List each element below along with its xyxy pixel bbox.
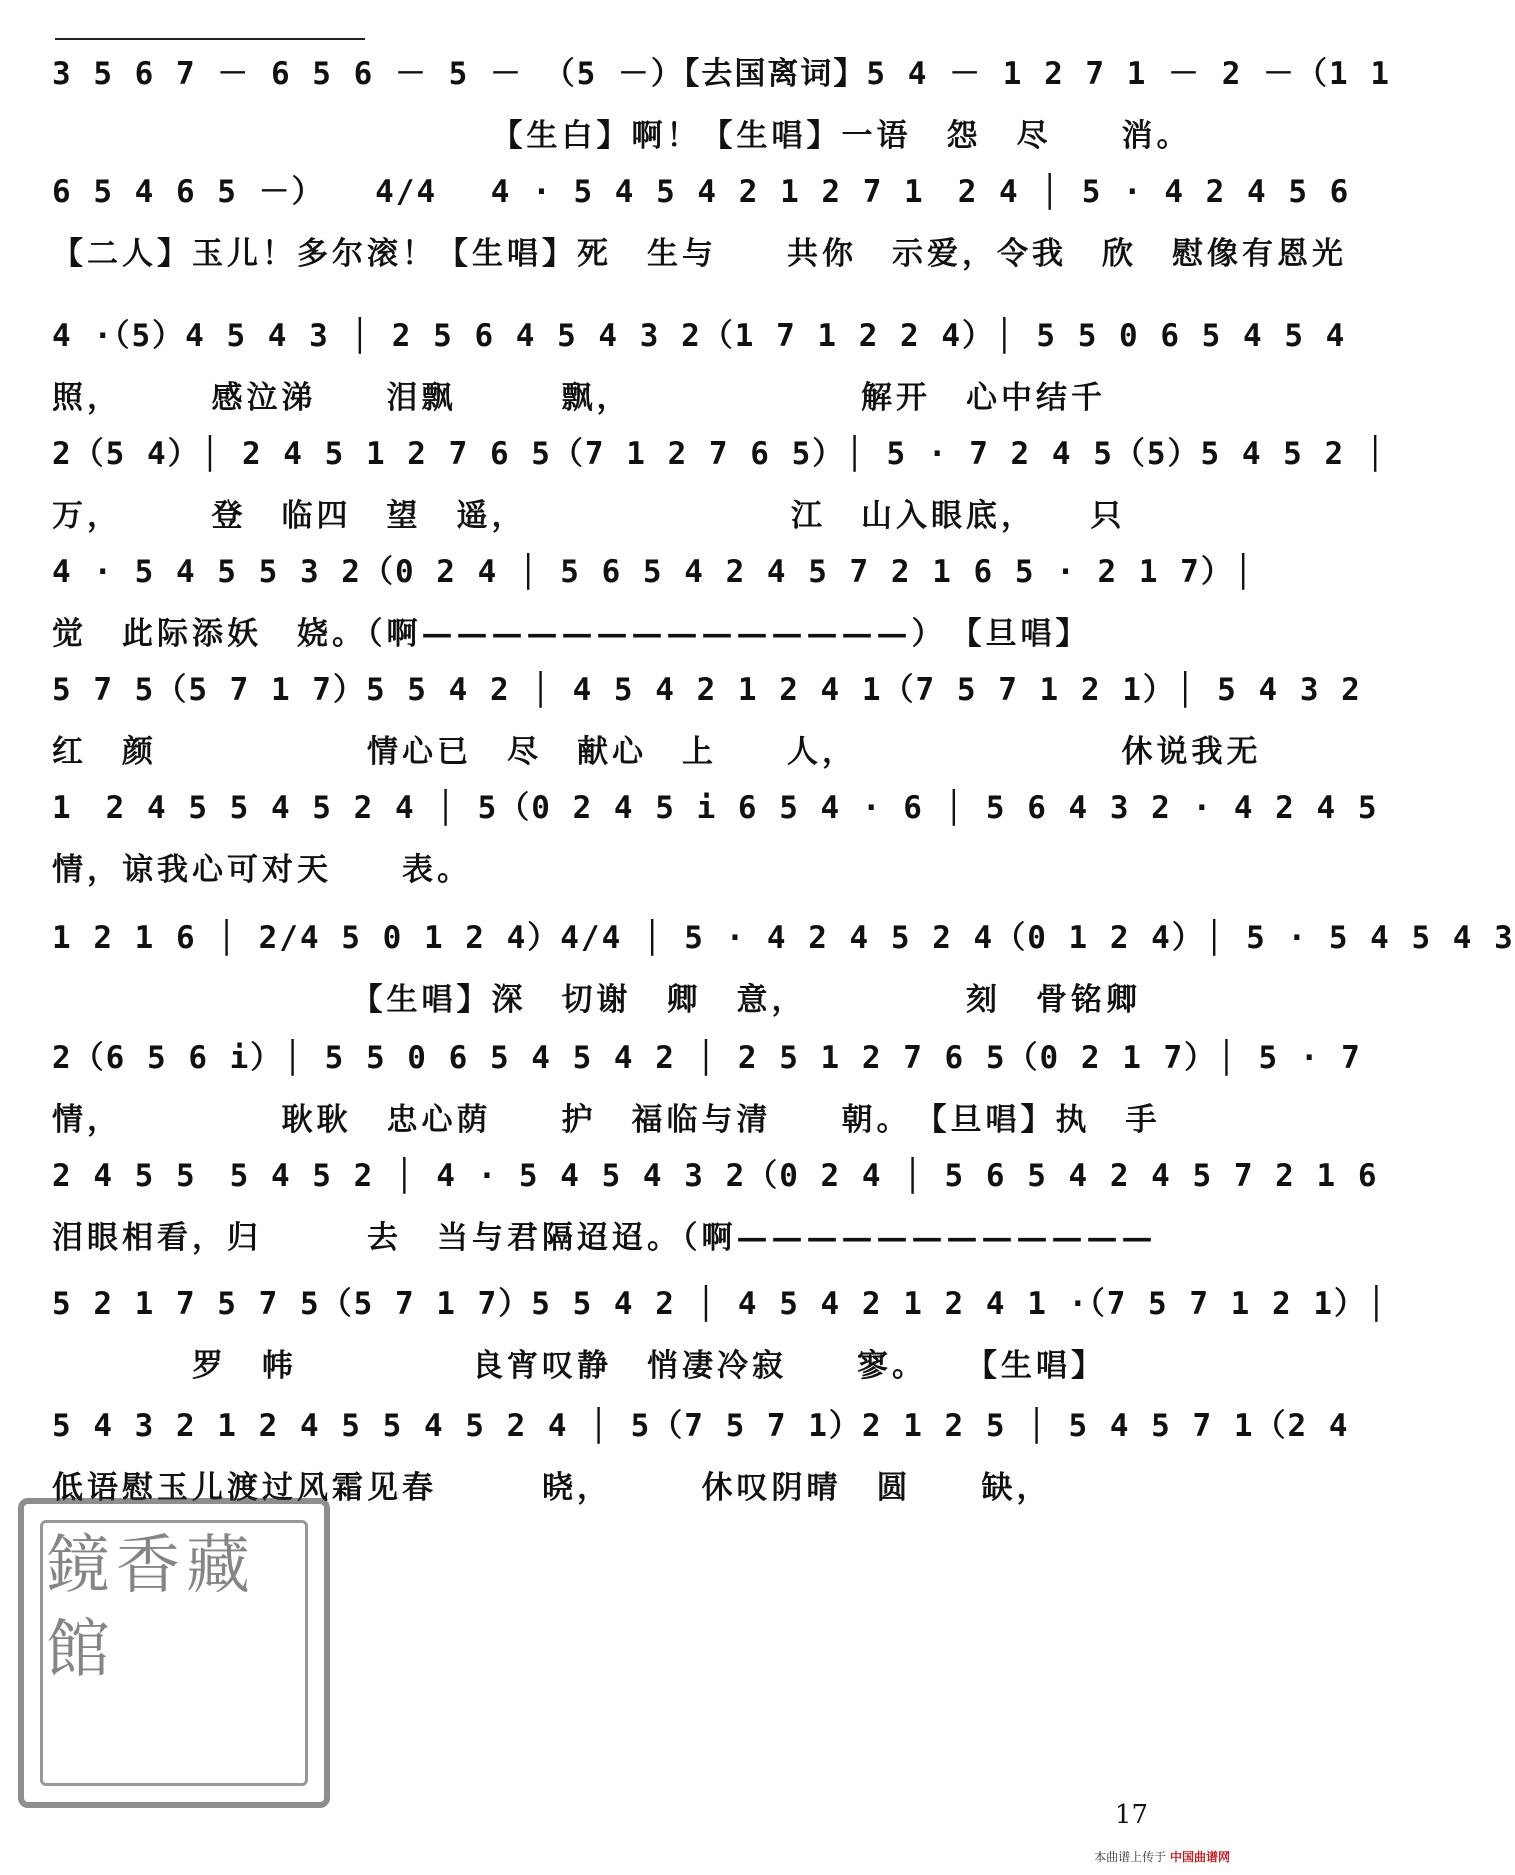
notation-line: 5 7 5（5 7 1 7）5 5 4 2 │ 4 5 4 2 1 2 4 1（7 5 7 1 2 1）│ 5 4 3 2	[52, 672, 1362, 708]
notation-line: 6 5 4 6 5 －） 4/4 4 · 5 4 5 4 2 1 2 7 1 2 4 │ 5 · 4 2 4 5 6	[52, 174, 1351, 210]
notation-line: 1 2 1 6 │ 2/4 5 0 1 2 4）4/4 │ 5 · 4 2 4 5 2 4（0 1 2 4）│ 5 · 5 4 5 4 3	[52, 920, 1515, 956]
lyrics-line: 泪眼相看，归 去 当与君隔迢迢。（啊————————————	[52, 1220, 1157, 1256]
lyrics-line: 照， 感泣涕 泪飘 飘， 解开 心中结千	[52, 380, 1106, 416]
lyrics-line: 罗 帏 良宵叹静 悄凄冷寂 寥。 【生唱】	[52, 1348, 1106, 1384]
notation-line: 4 ·（5）4 5 4 3 │ 2 5 6 4 5 4 3 2（1 7 1 2 2 4）│ 5 5 0 6 5 4 5 4	[52, 318, 1347, 354]
notation-line: 4 · 5 4 5 5 3 2（0 2 4 │ 5 6 5 4 2 4 5 7 2 1 6 5 · 2 1 7）│	[52, 554, 1255, 590]
page-number: 17	[1114, 1800, 1148, 1830]
notation-line: 2（6 5 6 i）│ 5 5 0 6 5 4 5 4 2 │ 2 5 1 2 7 6 5（0 2 1 7）│ 5 · 7	[52, 1040, 1362, 1076]
lyrics-line: 【生白】啊！【生唱】一语 怨 尽 消。	[52, 118, 1192, 154]
lyrics-line: 万， 登 临四 望 遥， 江 山入眼底， 只	[52, 498, 1126, 534]
notation-line: 5 2 1 7 5 7 5（5 7 1 7）5 5 4 2 │ 4 5 4 2 1 2 4 1 ·（7 5 7 1 2 1）│	[52, 1286, 1388, 1322]
notation-line: 5 4 3 2 1 2 4 5 5 4 5 2 4 │ 5（7 5 7 1）2 1 2 5 │ 5 4 5 7 1（2 4	[52, 1408, 1350, 1444]
lyrics-line: 低语慰玉儿渡过风霜见春 晓， 休叹阴晴 圆 缺，	[52, 1470, 1052, 1506]
lyrics-line: 觉 此际添妖 娆。（啊——————————————） 【旦唱】	[52, 616, 1091, 652]
lyrics-line: 情， 耿耿 忠心荫 护 福临与清 朝。 【旦唱】执 手	[52, 1102, 1161, 1138]
seal-text: 鏡香藏館	[46, 1529, 256, 1687]
notation-line: 3 5 6 7 － 6 5 6 － 5 － （5 －）【去国离词】5 4 － 1 2 7 1 － 2 －（1 1	[52, 56, 1392, 92]
top-rule	[55, 38, 365, 40]
footer-credit	[1094, 1848, 1230, 1865]
lyrics-line: 【二人】玉儿！多尔滚！【生唱】死 生与 共你 示爱，令我 欣 慰像有恩光	[52, 236, 1347, 272]
lyrics-line: 红 颜 情心已 尽 献心 上 人， 休说我无	[52, 734, 1262, 770]
notation-line: 2 4 5 5 5 4 5 2 │ 4 · 5 4 5 4 3 2（0 2 4 │ 5 6 5 4 2 4 5 7 2 1 6	[52, 1158, 1379, 1194]
collection-seal	[18, 1498, 330, 1808]
notation-line: 2（5 4）│ 2 4 5 1 2 7 6 5（7 1 2 7 6 5）│ 5 · 7 2 4 5（5）5 4 5 2 │	[52, 436, 1387, 472]
footer-brand-link[interactable]: 中国曲谱网	[1169, 1850, 1230, 1864]
lyrics-line: 【生唱】深 切谢 卿 意， 刻 骨铭卿	[52, 982, 1141, 1018]
notation-line: 1 2 4 5 5 4 5 2 4 │ 5（0 2 4 5 i 6 5 4 · 6 │ 5 6 4 3 2 · 4 2 4 5	[52, 790, 1379, 826]
footer-uploaded-text: 本曲谱上传于	[1094, 1850, 1167, 1864]
lyrics-line: 情，谅我心可对天 表。	[52, 852, 472, 888]
